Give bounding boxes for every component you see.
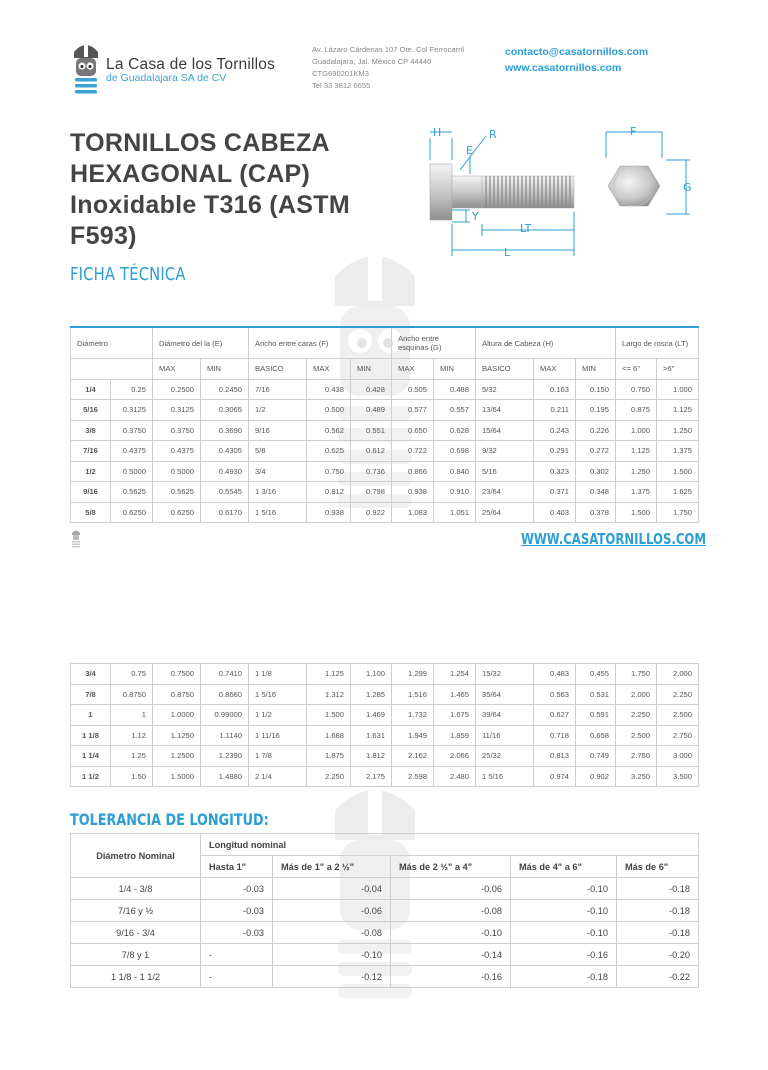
table-cell: 2.750 bbox=[616, 746, 657, 767]
table-cell: 0.866 bbox=[392, 461, 434, 482]
table-cell: -0.20 bbox=[617, 944, 699, 966]
label-r: R bbox=[489, 128, 497, 141]
table-cell: 0.591 bbox=[576, 705, 616, 726]
table-cell: 1.4880 bbox=[201, 766, 249, 787]
table-cell: -0.14 bbox=[391, 944, 511, 966]
table-cell: 2.598 bbox=[392, 766, 434, 787]
table-cell: 0.195 bbox=[576, 400, 616, 421]
table-row bbox=[71, 420, 699, 441]
col-header: Más de 1" a 2 ½" bbox=[273, 856, 391, 878]
col-subheader: MIN bbox=[201, 359, 249, 380]
table-cell: 0.812 bbox=[307, 482, 351, 503]
table-cell: 0.483 bbox=[534, 664, 576, 685]
table-cell: 0.531 bbox=[576, 684, 616, 705]
table-cell: 0.302 bbox=[576, 461, 616, 482]
table-cell: 0.563 bbox=[534, 684, 576, 705]
table-cell: 0.577 bbox=[392, 400, 434, 421]
label-lt: LT bbox=[520, 222, 532, 235]
col-subheader: BASICO bbox=[249, 359, 307, 380]
table-cell: 0.489 bbox=[351, 400, 392, 421]
table-cell: 1.631 bbox=[351, 725, 392, 746]
table-cell: 3.250 bbox=[616, 766, 657, 787]
table-row bbox=[71, 922, 699, 944]
table-cell: 11/16 bbox=[476, 725, 534, 746]
table-cell: 7/16 bbox=[249, 379, 307, 400]
table-cell: 1.285 bbox=[351, 684, 392, 705]
table-cell: -0.04 bbox=[273, 878, 391, 900]
table-cell: 1 bbox=[111, 705, 153, 726]
table-cell: 2.250 bbox=[657, 684, 699, 705]
table-cell: 2.500 bbox=[657, 705, 699, 726]
table-cell: 2.066 bbox=[434, 746, 476, 767]
title-line: TORNILLOS CABEZA bbox=[70, 129, 330, 157]
table-cell: 0.840 bbox=[434, 461, 476, 482]
table-cell: 0.99000 bbox=[201, 705, 249, 726]
table-cell: 2.162 bbox=[392, 746, 434, 767]
col-subheader: >6" bbox=[657, 359, 699, 380]
table-cell: 0.650 bbox=[392, 420, 434, 441]
table-cell: 0.6170 bbox=[201, 502, 249, 523]
table-cell: 1.675 bbox=[434, 705, 476, 726]
table-cell: 1 5/16 bbox=[249, 684, 307, 705]
table-cell: 1.50 bbox=[111, 766, 153, 787]
table-cell: 3.500 bbox=[657, 766, 699, 787]
web-link[interactable]: www.casatornillos.com bbox=[505, 62, 622, 74]
table-cell: 3/4 bbox=[71, 664, 111, 685]
col-header: Diámetro del la (E) bbox=[153, 327, 249, 359]
table-cell: 9/16 bbox=[71, 482, 111, 503]
table-cell: 0.5000 bbox=[111, 461, 153, 482]
table-cell: 35/64 bbox=[476, 684, 534, 705]
table-cell: 0.938 bbox=[307, 502, 351, 523]
table-cell: 0.163 bbox=[534, 379, 576, 400]
table-cell: 1.688 bbox=[307, 725, 351, 746]
table-row bbox=[71, 766, 699, 787]
table-cell: 5/32 bbox=[476, 379, 534, 400]
table-cell: 0.875 bbox=[616, 400, 657, 421]
table-cell: 0.557 bbox=[434, 400, 476, 421]
table-cell: 1/4 bbox=[71, 379, 111, 400]
table-cell: - bbox=[201, 966, 273, 988]
col-header: Más de 4" a 6" bbox=[511, 856, 617, 878]
table-cell: 0.750 bbox=[616, 379, 657, 400]
table-cell: - bbox=[201, 944, 273, 966]
table-cell: -0.08 bbox=[273, 922, 391, 944]
col-header: Ancho entre caras (F) bbox=[249, 327, 392, 359]
table-cell: 23/64 bbox=[476, 482, 534, 503]
table-cell: 1/2 bbox=[71, 461, 111, 482]
table-cell: 0.7500 bbox=[153, 664, 201, 685]
table-cell: 0.698 bbox=[434, 441, 476, 462]
table-cell: 1.859 bbox=[434, 725, 476, 746]
table-cell: 1 1/8 - 1 1/2 bbox=[71, 966, 201, 988]
table-cell: 3/8 bbox=[71, 420, 111, 441]
table-cell: -0.08 bbox=[391, 900, 511, 922]
table-cell: 1.516 bbox=[392, 684, 434, 705]
table-cell: 15/64 bbox=[476, 420, 534, 441]
table-cell: 0.8750 bbox=[111, 684, 153, 705]
table-cell: 1 1/8 bbox=[71, 725, 111, 746]
table-cell: -0.18 bbox=[617, 878, 699, 900]
table-cell: 2.175 bbox=[351, 766, 392, 787]
table-cell: -0.10 bbox=[511, 878, 617, 900]
table-cell: 0.4305 bbox=[201, 441, 249, 462]
table-cell: 25/32 bbox=[476, 746, 534, 767]
label-f: F bbox=[630, 125, 637, 138]
table-cell: 0.226 bbox=[576, 420, 616, 441]
table-cell: 0.243 bbox=[534, 420, 576, 441]
table-cell: 0.5000 bbox=[153, 461, 201, 482]
table-cell: 0.75 bbox=[111, 664, 153, 685]
table-cell: 1.465 bbox=[434, 684, 476, 705]
table-cell: 1.2390 bbox=[201, 746, 249, 767]
table-cell: 1 5/16 bbox=[476, 766, 534, 787]
table-cell: 0.627 bbox=[534, 705, 576, 726]
table-cell: 0.25 bbox=[111, 379, 153, 400]
tolerance-title: TOLERANCIA DE LONGITUD: bbox=[70, 810, 269, 829]
table-cell: 0.628 bbox=[434, 420, 476, 441]
table-cell: 13/64 bbox=[476, 400, 534, 421]
table-cell: 0.6250 bbox=[111, 502, 153, 523]
table-cell: 0.922 bbox=[351, 502, 392, 523]
table-row bbox=[71, 502, 699, 523]
title-line: F593) bbox=[70, 222, 137, 250]
table-cell: -0.12 bbox=[273, 966, 391, 988]
table-cell: 0.272 bbox=[576, 441, 616, 462]
table-row bbox=[71, 684, 699, 705]
table-cell: 0.551 bbox=[351, 420, 392, 441]
table-cell: -0.18 bbox=[511, 966, 617, 988]
table-cell: 1.250 bbox=[616, 461, 657, 482]
table-cell: -0.10 bbox=[391, 922, 511, 944]
table-cell: 1 1/4 bbox=[71, 746, 111, 767]
table-row bbox=[71, 746, 699, 767]
company-address bbox=[312, 44, 492, 92]
table-cell: 9/16 - 3/4 bbox=[71, 922, 201, 944]
table-cell: 0.348 bbox=[576, 482, 616, 503]
table-cell: 0.625 bbox=[307, 441, 351, 462]
bolt-side-diagram bbox=[400, 124, 600, 264]
table-cell: 1.500 bbox=[616, 502, 657, 523]
table-cell: 0.323 bbox=[534, 461, 576, 482]
website-link[interactable]: WWW.CASATORNILLOS.COM bbox=[521, 530, 706, 548]
table-cell: 1.12 bbox=[111, 725, 153, 746]
table-cell: 1.312 bbox=[307, 684, 351, 705]
table-cell: 0.428 bbox=[351, 379, 392, 400]
table-cell: 1.254 bbox=[434, 664, 476, 685]
table-cell: 2.500 bbox=[616, 725, 657, 746]
page-subtitle: FICHA TÉCNICA bbox=[70, 264, 186, 285]
table-cell: 2 1/4 bbox=[249, 766, 307, 787]
table-cell: 1.2500 bbox=[153, 746, 201, 767]
address-line: Guadalajara, Jal. México CP 44440 bbox=[312, 57, 432, 66]
table-cell: 2.250 bbox=[307, 766, 351, 787]
table-cell: 25/64 bbox=[476, 502, 534, 523]
table-cell: -0.18 bbox=[617, 922, 699, 944]
contact-block bbox=[505, 44, 648, 76]
table-cell: -0.10 bbox=[511, 900, 617, 922]
table-cell: 0.910 bbox=[434, 482, 476, 503]
col-header: Más de 6" bbox=[617, 856, 699, 878]
table-cell: 0.5625 bbox=[153, 482, 201, 503]
col-subheader: BASICO bbox=[476, 359, 534, 380]
table-cell: 0.750 bbox=[307, 461, 351, 482]
table-cell: 1.051 bbox=[434, 502, 476, 523]
table-cell: 0.562 bbox=[307, 420, 351, 441]
phone: Tel 33 3812 6655 bbox=[312, 81, 371, 90]
label-h: H bbox=[433, 126, 442, 139]
table-cell: 0.371 bbox=[534, 482, 576, 503]
page-title bbox=[70, 128, 400, 252]
table-cell: 7/16 y ½ bbox=[71, 900, 201, 922]
table-cell: 0.4375 bbox=[111, 441, 153, 462]
table-cell: 1 1/2 bbox=[71, 766, 111, 787]
table-cell: 5/16 bbox=[71, 400, 111, 421]
table-cell: 0.3750 bbox=[111, 420, 153, 441]
table-cell: 0.3125 bbox=[153, 400, 201, 421]
table-cell: 1.1250 bbox=[153, 725, 201, 746]
table-cell: 1.000 bbox=[616, 420, 657, 441]
spec-table-continued bbox=[70, 663, 699, 787]
spec-header-row bbox=[71, 327, 699, 359]
table-cell: 7/16 bbox=[71, 441, 111, 462]
label-y: Y bbox=[472, 210, 479, 223]
table-cell: -0.22 bbox=[617, 966, 699, 988]
table-cell: 1.125 bbox=[657, 400, 699, 421]
table-cell: 5/8 bbox=[71, 502, 111, 523]
table-cell: 15/32 bbox=[476, 664, 534, 685]
table-cell: 1/2 bbox=[249, 400, 307, 421]
col-header: Altura de Cabeza (H) bbox=[476, 327, 616, 359]
table-cell: -0.16 bbox=[511, 944, 617, 966]
table-cell: -0.10 bbox=[511, 922, 617, 944]
title-line: Inoxidable T316 (ASTM bbox=[70, 191, 350, 219]
table-cell: 1.469 bbox=[351, 705, 392, 726]
table-cell: 1 5/16 bbox=[249, 502, 307, 523]
table-cell: 1.750 bbox=[657, 502, 699, 523]
col-subheader bbox=[71, 359, 153, 380]
table-cell: 1.1140 bbox=[201, 725, 249, 746]
table-cell: -0.06 bbox=[391, 878, 511, 900]
col-header: Ancho entre esquinas (G) bbox=[392, 327, 476, 359]
spec-subheader-row bbox=[71, 359, 699, 380]
col-header: Largo de rosca (LT) bbox=[616, 327, 699, 359]
table-cell: -0.16 bbox=[391, 966, 511, 988]
col-header: Hasta 1" bbox=[201, 856, 273, 878]
table-cell: 1 bbox=[71, 705, 111, 726]
col-subheader: MAX bbox=[307, 359, 351, 380]
col-subheader: MIN bbox=[351, 359, 392, 380]
table-cell: 2.250 bbox=[616, 705, 657, 726]
table-cell: 1 3/16 bbox=[249, 482, 307, 503]
table-cell: 0.6250 bbox=[153, 502, 201, 523]
table-cell: 0.813 bbox=[534, 746, 576, 767]
col-subheader: MAX bbox=[534, 359, 576, 380]
table-cell: 1.375 bbox=[616, 482, 657, 503]
table-cell: 0.3065 bbox=[201, 400, 249, 421]
table-cell: 9/32 bbox=[476, 441, 534, 462]
table-cell: 0.5545 bbox=[201, 482, 249, 503]
col-subheader: MIN bbox=[434, 359, 476, 380]
table-cell: 1 7/8 bbox=[249, 746, 307, 767]
col-subheader: MIN bbox=[576, 359, 616, 380]
email-link[interactable]: contacto@casatornillos.com bbox=[505, 46, 649, 58]
table-cell: 2.480 bbox=[434, 766, 476, 787]
col-header: Más de 2 ½" a 4" bbox=[391, 856, 511, 878]
table-cell: 1.625 bbox=[657, 482, 699, 503]
table-cell: 1.750 bbox=[616, 664, 657, 685]
table-cell: 7/8 bbox=[71, 684, 111, 705]
col-header: Diámetro bbox=[71, 327, 153, 359]
table-cell: 5/16 bbox=[476, 461, 534, 482]
table-cell: 0.150 bbox=[576, 379, 616, 400]
table-cell: 3.000 bbox=[657, 746, 699, 767]
table-cell: 0.488 bbox=[434, 379, 476, 400]
table-cell: 0.718 bbox=[534, 725, 576, 746]
table-cell: 1.299 bbox=[392, 664, 434, 685]
table-row bbox=[71, 461, 699, 482]
tolerance-header-row bbox=[71, 834, 699, 856]
table-cell: 0.211 bbox=[534, 400, 576, 421]
tolerance-table bbox=[70, 833, 699, 988]
table-row bbox=[71, 900, 699, 922]
address-line: Av. Lázaro Cárdenas 107 Ote. Col Ferrocarril bbox=[312, 45, 465, 54]
company-subtitle: de Guadalajara SA de CV bbox=[106, 72, 227, 84]
table-cell: 1.0000 bbox=[153, 705, 201, 726]
spec-body bbox=[71, 379, 699, 523]
table-cell: -0.03 bbox=[201, 922, 273, 944]
table-cell: 0.5625 bbox=[111, 482, 153, 503]
table-cell: 0.722 bbox=[392, 441, 434, 462]
table-cell: 1.125 bbox=[307, 664, 351, 685]
table-cell: 1 1/2 bbox=[249, 705, 307, 726]
table-cell: 0.974 bbox=[534, 766, 576, 787]
table-row bbox=[71, 878, 699, 900]
spec-body bbox=[71, 664, 699, 787]
table-cell: 1.250 bbox=[657, 420, 699, 441]
table-cell: 3/4 bbox=[249, 461, 307, 482]
table-row bbox=[71, 725, 699, 746]
table-cell: 1.500 bbox=[657, 461, 699, 482]
table-cell: 1.500 bbox=[307, 705, 351, 726]
table-cell: -0.10 bbox=[273, 944, 391, 966]
table-cell: 0.8660 bbox=[201, 684, 249, 705]
table-cell: 0.378 bbox=[576, 502, 616, 523]
table-cell: 0.749 bbox=[576, 746, 616, 767]
table-cell: 0.2450 bbox=[201, 379, 249, 400]
label-l: L bbox=[504, 246, 511, 259]
col-subheader: <= 6" bbox=[616, 359, 657, 380]
table-row bbox=[71, 379, 699, 400]
table-cell: 1.125 bbox=[616, 441, 657, 462]
table-row bbox=[71, 482, 699, 503]
table-cell: 1 1/8 bbox=[249, 664, 307, 685]
table-cell: -0.06 bbox=[273, 900, 391, 922]
table-row bbox=[71, 705, 699, 726]
table-row bbox=[71, 944, 699, 966]
table-cell: 0.3690 bbox=[201, 420, 249, 441]
table-cell: 0.902 bbox=[576, 766, 616, 787]
table-cell: 0.8750 bbox=[153, 684, 201, 705]
table-cell: 0.736 bbox=[351, 461, 392, 482]
table-cell: 1.5000 bbox=[153, 766, 201, 787]
table-cell: 0.798 bbox=[351, 482, 392, 503]
table-cell: 1.375 bbox=[657, 441, 699, 462]
col-header: Diámetro Nominal bbox=[71, 834, 201, 878]
table-cell: 0.4375 bbox=[153, 441, 201, 462]
table-cell: 1.083 bbox=[392, 502, 434, 523]
label-g: G bbox=[683, 181, 692, 194]
table-cell: 0.2500 bbox=[153, 379, 201, 400]
table-row bbox=[71, 664, 699, 685]
table-cell: 0.938 bbox=[392, 482, 434, 503]
table-cell: 1.949 bbox=[392, 725, 434, 746]
col-group-header: Longitud nominal bbox=[201, 834, 699, 856]
table-cell: 0.612 bbox=[351, 441, 392, 462]
table-cell: 1.812 bbox=[351, 746, 392, 767]
table-cell: 0.455 bbox=[576, 664, 616, 685]
label-e: E bbox=[466, 144, 473, 157]
tax-id: CTG690201KM3 bbox=[312, 69, 369, 78]
tolerance-body bbox=[71, 878, 699, 988]
table-cell: 1 11/16 bbox=[249, 725, 307, 746]
screw-mascot-small-icon bbox=[70, 528, 82, 548]
table-cell: 7/8 y 1 bbox=[71, 944, 201, 966]
table-cell: 0.7410 bbox=[201, 664, 249, 685]
table-cell: -0.18 bbox=[617, 900, 699, 922]
table-cell: 9/16 bbox=[249, 420, 307, 441]
table-row bbox=[71, 400, 699, 421]
table-cell: -0.03 bbox=[201, 878, 273, 900]
table-cell: 0.3125 bbox=[111, 400, 153, 421]
table-cell: 2.000 bbox=[657, 664, 699, 685]
table-cell: 0.505 bbox=[392, 379, 434, 400]
spec-table bbox=[70, 326, 699, 523]
table-cell: 1.100 bbox=[351, 664, 392, 685]
table-cell: 0.658 bbox=[576, 725, 616, 746]
table-cell: 1.000 bbox=[657, 379, 699, 400]
table-cell: -0.03 bbox=[201, 900, 273, 922]
table-cell: 39/64 bbox=[476, 705, 534, 726]
table-cell: 0.291 bbox=[534, 441, 576, 462]
table-cell: 1.25 bbox=[111, 746, 153, 767]
table-cell: 0.438 bbox=[307, 379, 351, 400]
bolt-head-diagram bbox=[596, 124, 706, 224]
table-cell: 0.3750 bbox=[153, 420, 201, 441]
title-line: HEXAGONAL (CAP) bbox=[70, 160, 311, 188]
table-cell: 0.4930 bbox=[201, 461, 249, 482]
table-row bbox=[71, 966, 699, 988]
table-cell: 2.000 bbox=[616, 684, 657, 705]
screw-mascot-logo-icon bbox=[68, 40, 104, 96]
col-subheader: MAX bbox=[392, 359, 434, 380]
table-cell: 1.875 bbox=[307, 746, 351, 767]
company-name: La Casa de los Tornillos bbox=[106, 56, 276, 73]
table-cell: 2.750 bbox=[657, 725, 699, 746]
table-row bbox=[71, 441, 699, 462]
table-cell: 1.732 bbox=[392, 705, 434, 726]
col-subheader: MAX bbox=[153, 359, 201, 380]
table-cell: 5/8 bbox=[249, 441, 307, 462]
table-cell: 0.500 bbox=[307, 400, 351, 421]
table-cell: 0.403 bbox=[534, 502, 576, 523]
table-cell: 1/4 - 3/8 bbox=[71, 878, 201, 900]
